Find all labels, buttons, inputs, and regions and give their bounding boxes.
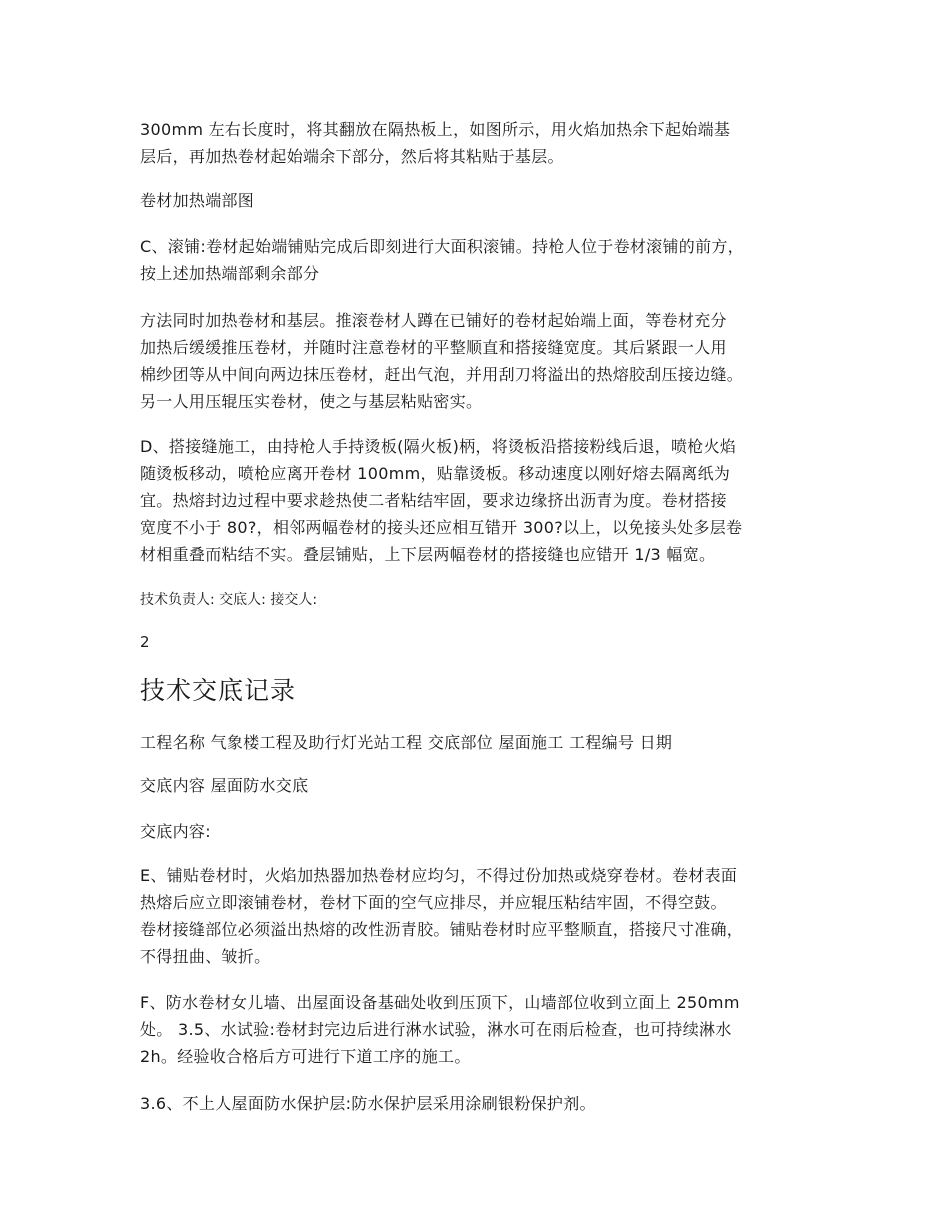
text-line: 卷材加热端部图	[140, 191, 255, 210]
text-line: 2h。经验收合格后方可进行下道工序的施工。	[140, 1047, 471, 1066]
text-line: 工程名称 气象楼工程及助行灯光站工程 交底部位 屋面施工 工程编号 日期	[140, 733, 673, 752]
text-line: F、防水卷材女儿墙、出屋面设备基础处收到压顶下，山墙部位收到立面上 250mm	[140, 993, 740, 1012]
text-line: 随烫板移动，喷枪应离开卷材 100mm，贴靠烫板。移动速度以刚好熔去隔离纸为	[140, 464, 731, 483]
text-line: 不得扭曲、皱折。	[140, 947, 271, 966]
page-number: 2	[140, 633, 150, 651]
figure-caption	[140, 187, 820, 214]
text-line: 处。 3.5、水试验:卷材封完边后进行淋水试验，淋水可在雨后检查，也可持续淋水	[140, 1020, 732, 1039]
text-line: 另一人用压辊压实卷材，使之与基层粘贴密实。	[140, 392, 483, 411]
text-line: 材相重叠而粘结不实。叠层铺贴，上下层两幅卷材的搭接缝也应错开 1/3 幅宽。	[140, 545, 716, 564]
text-line: E、铺贴卷材时，火焰加热器加热卷材应均匀，不得过份加热或烧穿卷材。卷材表面	[140, 866, 738, 885]
text-line: 宽度不小于 80?，相邻两幅卷材的接头还应相互错开 300?以上，以免接头处多层卷	[140, 518, 743, 537]
text-line: 卷材接缝部位必须溢出热熔的改性沥青胶。铺贴卷材时应平整顺直，搭接尺寸准确，	[140, 920, 744, 939]
paragraph-f-parapet	[140, 989, 820, 1070]
text-line: D、搭接缝施工，由持枪人手持烫板(隔火板)柄，将烫板沿搭接粉线后退，喷枪火焰	[140, 437, 737, 456]
paragraph-e-laying	[140, 862, 820, 970]
text-line: 交底内容:	[140, 822, 211, 841]
paragraph-heating-start	[140, 116, 820, 170]
text-line: 加热后缓缓推压卷材，并随时注意卷材的平整顺直和搭接缝宽度。其后紧跟一人用	[140, 338, 727, 357]
content-label	[140, 818, 820, 845]
paragraph-rolling-method	[140, 307, 820, 415]
project-info-line	[140, 729, 820, 756]
text-line: C、滚铺:卷材起始端铺贴完成后即刻进行大面积滚铺。持枪人位于卷材滚铺的前方，	[140, 237, 744, 256]
page-title: 技术交底记录	[140, 676, 297, 705]
text-line: 宜。热熔封边过程中要求趁热使二者粘结牢固，要求边缘挤出沥青为度。卷材搭接	[140, 491, 727, 510]
content-summary-line	[140, 772, 820, 799]
paragraph-3-6-protection	[140, 1090, 820, 1117]
paragraph-d-seams	[140, 433, 820, 568]
signature-line: 技术负责人: 交底人: 接交人:	[140, 592, 318, 608]
text-line: 热熔后应立即滚铺卷材，卷材下面的空气应排尽，并应辊压粘结牢固，不得空鼓。	[140, 893, 727, 912]
text-line: 按上述加热端部剩余部分	[140, 264, 320, 283]
text-line: 300mm 左右长度时，将其翻放在隔热板上，如图所示，用火焰加热余下起始端基	[140, 120, 731, 139]
text-line: 交底内容 屋面防水交底	[140, 776, 309, 795]
text-line: 方法同时加热卷材和基层。推滚卷材人蹲在已铺好的卷材起始端上面，等卷材充分	[140, 311, 727, 330]
text-line: 3.6、不上人屋面防水保护层:防水保护层采用涂刷银粉保护剂。	[140, 1094, 596, 1113]
text-line: 层后，再加热卷材起始端余下部分，然后将其粘贴于基层。	[140, 147, 564, 166]
paragraph-c-rolling	[140, 233, 820, 287]
text-line: 棉纱团等从中间向两边抹压卷材，赶出气泡，并用刮刀将溢出的热熔胶刮压接边缝。	[140, 365, 744, 384]
